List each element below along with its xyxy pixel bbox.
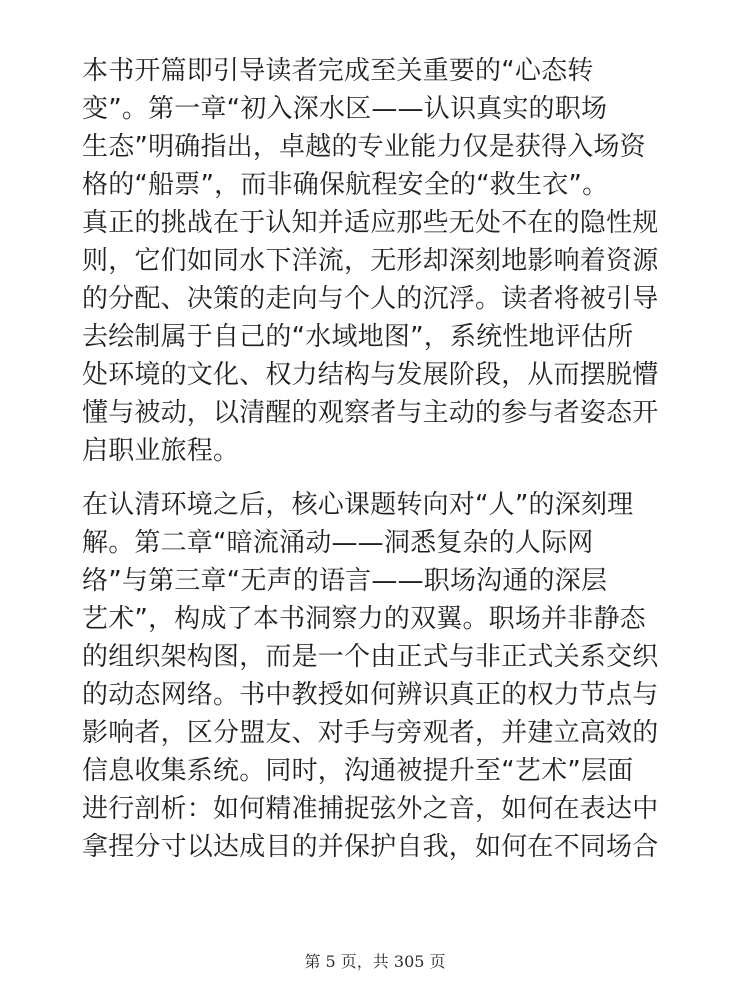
text-line: 信息收集系统。同时，沟通被提升至“艺术”层面 [82,756,634,786]
text-line: 拿捏分寸以达成目的并保护自我，如何在不同场合 [82,832,659,862]
text-line: 影响者，区分盟友、对手与旁观者，并建立高效的 [82,718,659,748]
page-number-footer: 第 5 页，共 305 页 [304,952,446,971]
paragraph-2 [82,486,674,866]
text-line: 的动态网络。书中教授如何辨识真正的权力节点与 [82,680,659,710]
text-line: 则，它们如同水下洋流，无形却深刻地影响着资源 [82,246,659,276]
text-line: 艺术”，构成了本书洞察力的双翼。职场并非静态 [82,604,646,634]
text-line: 启职业旅程。 [82,436,240,466]
text-line: 络”与第三章“无声的语言——职场沟通的深层 [82,566,608,596]
text-line: 的组织架构图，而是一个由正式与非正式关系交织 [82,642,659,672]
text-line: 在认清环境之后，核心课题转向对“人”的深刻理 [82,490,634,520]
text-line: 格的“船票”，而非确保航程安全的“救生衣”。 [82,170,609,200]
body-text [82,52,674,866]
text-line: 本书开篇即引导读者完成至关重要的“心态转 [82,56,594,86]
text-line: 处环境的文化、权力结构与发展阶段，从而摆脱懵 [82,360,659,390]
text-line: 解。第二章“暗流涌动——洞悉复杂的人际网 [82,528,594,558]
text-line: 生态”明确指出，卓越的专业能力仅是获得入场资 [82,132,646,162]
text-line: 懂与被动，以清醒的观察者与主动的参与者姿态开 [82,398,659,428]
paragraph-1 [82,52,674,470]
text-line: 去绘制属于自己的“水域地图”，系统性地评估所 [82,322,634,352]
text-line: 变”。第一章“初入深水区——认识真实的职场 [82,94,608,124]
text-line: 真正的挑战在于认知并适应那些无处不在的隐性规 [82,208,659,238]
text-line: 的分配、决策的走向与个人的沉浮。读者将被引导 [82,284,659,314]
text-line: 进行剖析：如何精准捕捉弦外之音，如何在表达中 [82,794,659,824]
